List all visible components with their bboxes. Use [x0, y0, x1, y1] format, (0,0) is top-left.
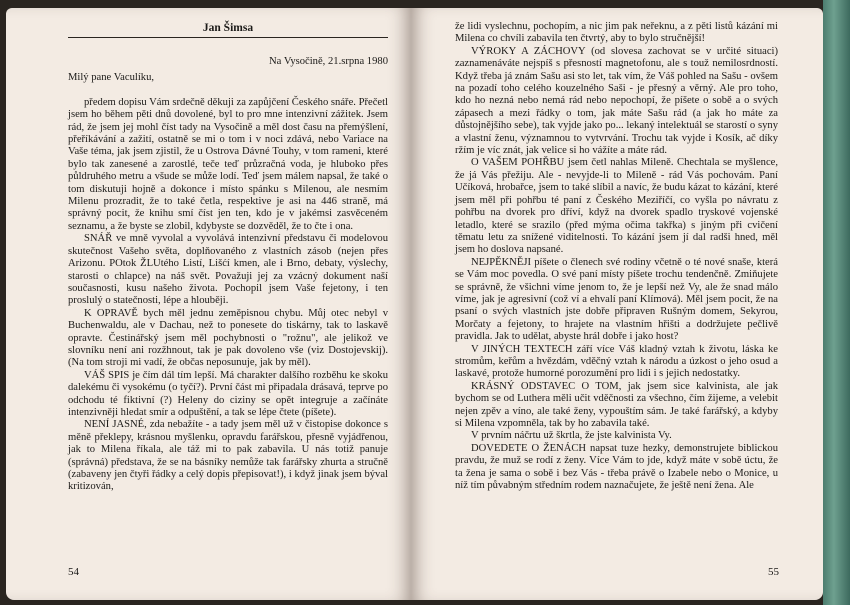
- right-page-text: [455, 21, 778, 492]
- paragraph: V prvním náčrtu už škrtla, že jste kalvinista Vy.: [471, 430, 672, 442]
- book-cover-edge: [823, 0, 850, 605]
- place-date: Na Vysočině, 21.srpna 1980: [269, 56, 388, 67]
- page-number: 54: [68, 566, 79, 578]
- salutation: Milý pane Vaculíku,: [68, 72, 155, 84]
- page-number: 55: [768, 566, 779, 578]
- paragraph: VÁŠ SPIS je čím dál tím lepší. Má charakter dalšího rozběhu ke skoku dalekému či vysokému (o tyčí?). První část mi připadala drásavá, teprve po odchodu té fiktivní (?) Heleny do ciziny se opět integruje a začínáte intenzivněji hledat smír a odpuštění, a tak se lépe čtete (píšete).: [68, 369, 388, 418]
- left-page-text: [68, 56, 388, 494]
- right-page: [411, 8, 823, 600]
- paragraph: V JINÝCH TEXTECH září více Váš kladný vztah k životu, láska ke stromům, keřům a hvězdám, vděčný vztah k národu a úzkost o jeho osud a laskavé, protože humorné porozumění pro lidi i s jejich nedostatky.: [455, 343, 778, 380]
- paragraph: O VAŠEM POHŘBU jsem četl nahlas Mileně. Chechtala se myšlence, že já Vás přežiju. Ale - nevyjde-li to Mileně - rád Vás pochovám. Paní Učíková, hrobařce, jsem to také slíbil a navíc, že budu kázat to kázání, které jsem měl při pohřbu té paní z Českého Meziříčí, co vyšla po návratu z pohřbu na dvorek pro dříví, když na dvorek spadlo tryskové vojenské letadlo, které se srazilo (před mýma očima takřka) s jiným při cvičení těmatu letu za snížené viditelnosti. To kázání jsem jí dal radši hned, měl jsem ho doslova napsané.: [455, 157, 778, 256]
- paragraph: VÝROKY A ZÁCHOVY (od slovesa zachovat se v určité situaci) zaznamenáváte nejspíš s přesností magnetofonu, ale s touž nemilosrdností. Když třeba já znám Sašu asi sto let, tak vím, že Váš pohled na Sašu - ovšem na pozadí toho celého kouzelného Saši - je přesný a věrný. Ale pro toho, kdo ho nezná nebo nemá rád nebo nepochopí, že píšete o sobě a o svých zápasech a mezi řádky o tom, jak máte Sašu rád (a jak ho máte za důstojnějšího sebe), tak vyjde jako po... lekaný intelektuál se starostí o syny a vlastní ženu, významnou to vytvrvání. Trochu tak vyjde i Kosík, ač díky ržím je víc znát, jak velice si ho vážíte a máte rád.: [455, 45, 778, 157]
- author-heading: Jan Šimsa: [68, 22, 388, 38]
- paragraph: NEJPĚKNĚJI píšete o členech své rodiny včetně o té nové snaše, která se Vám moc povedla. O své paní místy píšete trochu tendenčně. Zmiňujete se správně, že všichni víme jenom to, že je lepší než Vy, ale že snad málo víme, jak je agresivní (což ví a ehvalí paní Klímová). Měl jsem pocit, že na psaní o svých vlastních jste dobře připraven Rušným domem, Sekyrou, Morčaty a fejetony, to hrajete na vlastním hřišti a dodržujete pečlivě pravidla. Jak to udělat, abyste hrál dobře i jako host?: [455, 256, 778, 343]
- paragraph: předem dopisu Vám srdečně děkuji za zapůjčení Českého snáře. Přečetl jsem ho během pěti dnů dovolené, byl to pro mne intenzivní zážitek. Jsem rád, že jsem jej mohl číst tady na Vysočině a měl dost času na přemýšlení, přeříkávání a zažití, ostatně se mi o tom i v noci zdává, nebo Variace na Vaše téma, jak jsem zjistil, že u Ostrova Dávné Touhy, v tom rameni, které bylo tak zanesené a zarostlé, teče teď průzračná voda, je hluboko přes půldruhého metru a všude se může lodí. Teď jsem málem napsal, že také o tom diskutuji hojně a dokonce i místo spánku s Milenou, ale nesmím Milenu prozradit, že to také četla, respektive je asi na 446 straně, má správný pocit, že knihu smí číst jen ten, kdo je v jakémsi zasvěceném seznamu, a že byste se zlobil, kdybyste se dozvěděl, že to čte i ona.: [68, 96, 388, 232]
- paragraph: že lidi vyslechnu, pochopím, a nic jim pak neřeknu, a z pěti listů kázání mi Milena co chvíli zabavila ten čtvrtý, aby to bylo stručnější!: [455, 21, 778, 45]
- paragraph: K OPRAVĚ bych měl jednu zeměpisnou chybu. Můj otec nebyl v Buchenwaldu, ale v Dachau, než to ponesete do tiskárny, tak to laskavě opravte. Čestinářský jsem měl pochybnosti o "rožnu", ale jelikož ve slovníku není ani rozžhnout, tak je pak dovoleno vše (viz Dostojevskij). (Na tom stroji mi vadí, že občas neposunuje, jak by měl).: [68, 307, 388, 369]
- paragraph: NENÍ JASNÉ, zda nebažíte - a tady jsem měl už v čistopise dokonce s měně překlepy, krásnou myšlenku, opravdu farářskou, přesně vyjádřenou, jak to Milena říkala, ale táž mi to pak zabavila. U nás totiž panuje (správná) představa, že se na básníky nemůže tak farářsky zhurta a stručně (zabaveny jen čtyři řádky a celý dopis přepisovat!), i když jinak jsem býval kritizován,: [68, 419, 388, 493]
- paragraph: DOVEDETE O ŽENÁCH napsat tuze hezky, demonstrujete biblickou pravdu, že muž se rodí z ženy. Více Vám to jde, když máte v sobě úctu, že ta žena je sama o sobě i bez Vás - třeba právě o Izabele nebo o Monice, u níž tím půvabným středním rodem naznačujete, že ještě není žena. Ale: [455, 442, 778, 492]
- paragraph: SNÁŘ ve mně vyvolal a vyvolává intenzivní představu či modelovou skutečnost Vašeho světa, doplňovaného z vlastních zásob (nejen přes Arizonu. POtok ŽLUtého Listí, Lišćí kmen, ale i Brno, debaty, výslechy, starosti o chlapce) na náš svět. Považuji jej za vzácný dokument naší současnosti, kusu našeho života. Pochopil jsem Vaše fejetony, i ten proslulý o statečnosti, lépe a hlouběji.: [68, 233, 388, 307]
- paragraph: KRÁSNÝ ODSTAVEC O TOM, jak jsem sice kalvinista, ale jak bychom se od Luthera měli učit vděčnosti za všechno, čím žijeme, a velebit nejen zpěv a víno, ale také ženy, vypouštím sám. Je také farářský, a kdyby si Milena vzpomněla, tak by ho zabavila také.: [455, 380, 778, 429]
- left-page: [6, 8, 411, 600]
